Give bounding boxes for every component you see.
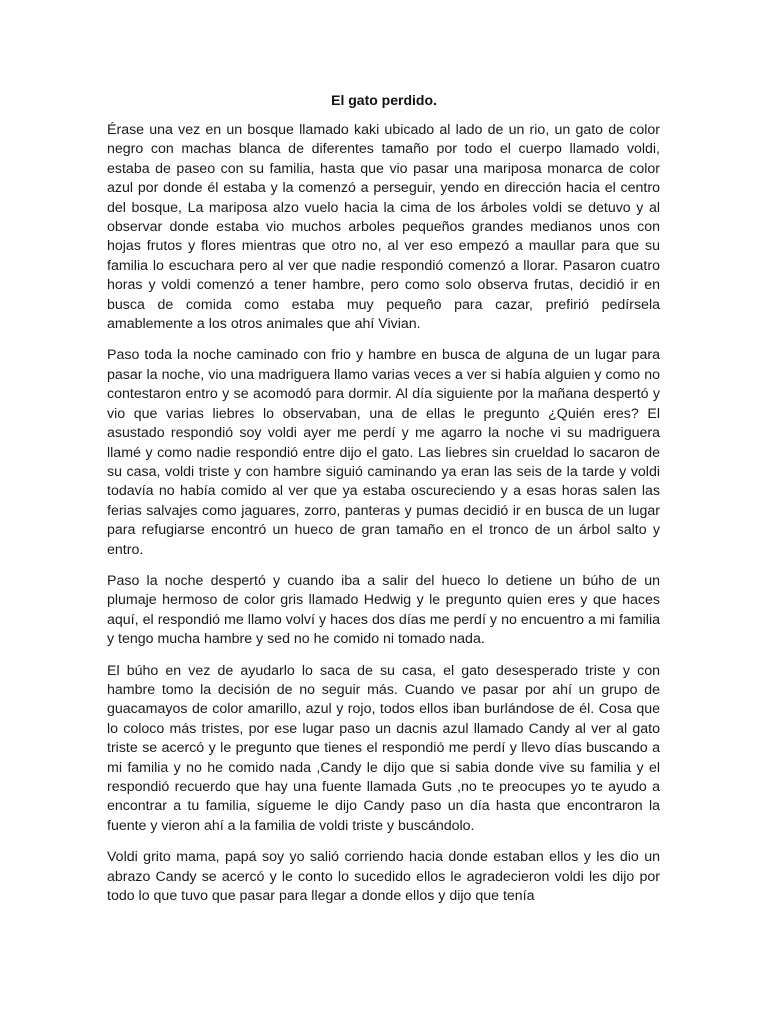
paragraph: Voldi grito mama, papá soy yo salió corriendo hacia donde estaban ellos y les dio un abrazo Candy se acercó y le conto lo sucedido ellos le agradecieron voldi les dijo por todo lo que tuvo que pasar para llegar a donde ellos y dijo que tenía bbox=[107, 849, 660, 905]
document-body bbox=[107, 121, 660, 918]
paragraph: El búho en vez de ayudarlo lo saca de su casa, el gato desesperado triste y con hambre tomo la decisión de no seguir más. Cuando ve pasar por ahí un grupo de guacamayos de color amarillo, azul y rojo, todos ellos iban burlándose de él. Cosa que lo coloco más tristes, por ese lugar paso un dacnis azul llamado Candy al ver al gato triste se acercó y le pregunto que tienes el respondió me perdí y llevo días buscando a mi familia y no he comido nada ,Candy le dijo que si sabia donde vive su familia y el respondió recuerdo que hay una fuente llamada Guts ,no te preocupes yo te ayudo a encontrar a tu familia, sígueme le dijo Candy paso un día hasta que encontraron la fuente y vieron ahí a la familia de voldi triste y buscándolo. bbox=[107, 662, 660, 834]
paragraph: Paso toda la noche caminado con frio y hambre en busca de alguna de un lugar para pasar la noche, vio una madriguera llamo varias veces a ver si había alguien y como no contestaron entro y se acomodó para dormir. Al día siguiente por la mañana despertó y vio que varias liebres lo observaban, una de ellas le pregunto ¿Quién eres? El asustado respondió soy voldi ayer me perdí y me agarro la noche vi su madriguera llamé y como nadie respondió entre dijo el gato. Las liebres sin crueldad lo sacaron de su casa, voldi triste y con hambre siguió caminando ya eran las seis de la tarde y voldi todavía no había comido al ver que ya estaba oscureciendo y a esas horas salen las ferias salvajes como jaguares, zorro, panteras y pumas decidió ir en busca de un lugar para refugiarse encontró un hueco de gran tamaño en el tronco de un árbol salto y entro. bbox=[107, 347, 660, 558]
paragraph: Érase una vez en un bosque llamado kaki ubicado al lado de un rio, un gato de color negro con machas blanca de diferentes tamaño por todo el cuerpo llamado voldi, estaba de paseo con su familia, hasta que vio pasar una mariposa monarca de color azul por donde él estaba y la comenzó a perseguir, yendo en dirección hacia el centro del bosque, La mariposa alzo vuelo hacia la cima de los árboles voldi se detuvo y al observar donde estaba vio muchos arboles pequeños grandes medianos unos con hojas frutos y flores mientras que otro no, al ver eso empezó a maullar para que su familia lo escuchara pero al ver que nadie respondió comenzó a llorar. Pasaron cuatro horas y voldi comenzó a tener hambre, pero como solo observa frutas, decidió ir en busca de comida como estaba muy pequeño para cazar, prefirió pedírsela amablemente a los otros animales que ahí Vivian. bbox=[107, 122, 660, 333]
paragraph: Paso la noche despertó y cuando iba a salir del hueco lo detiene un búho de un plumaje hermoso de color gris llamado Hedwig y le pregunto quien eres y que haces aquí, el respondió me llamo volví y haces dos días me perdí y no encuentro a mi familia y tengo mucha hambre y sed no he comido ni tomado nada. bbox=[107, 572, 660, 648]
document-title: El gato perdido. bbox=[331, 92, 437, 108]
